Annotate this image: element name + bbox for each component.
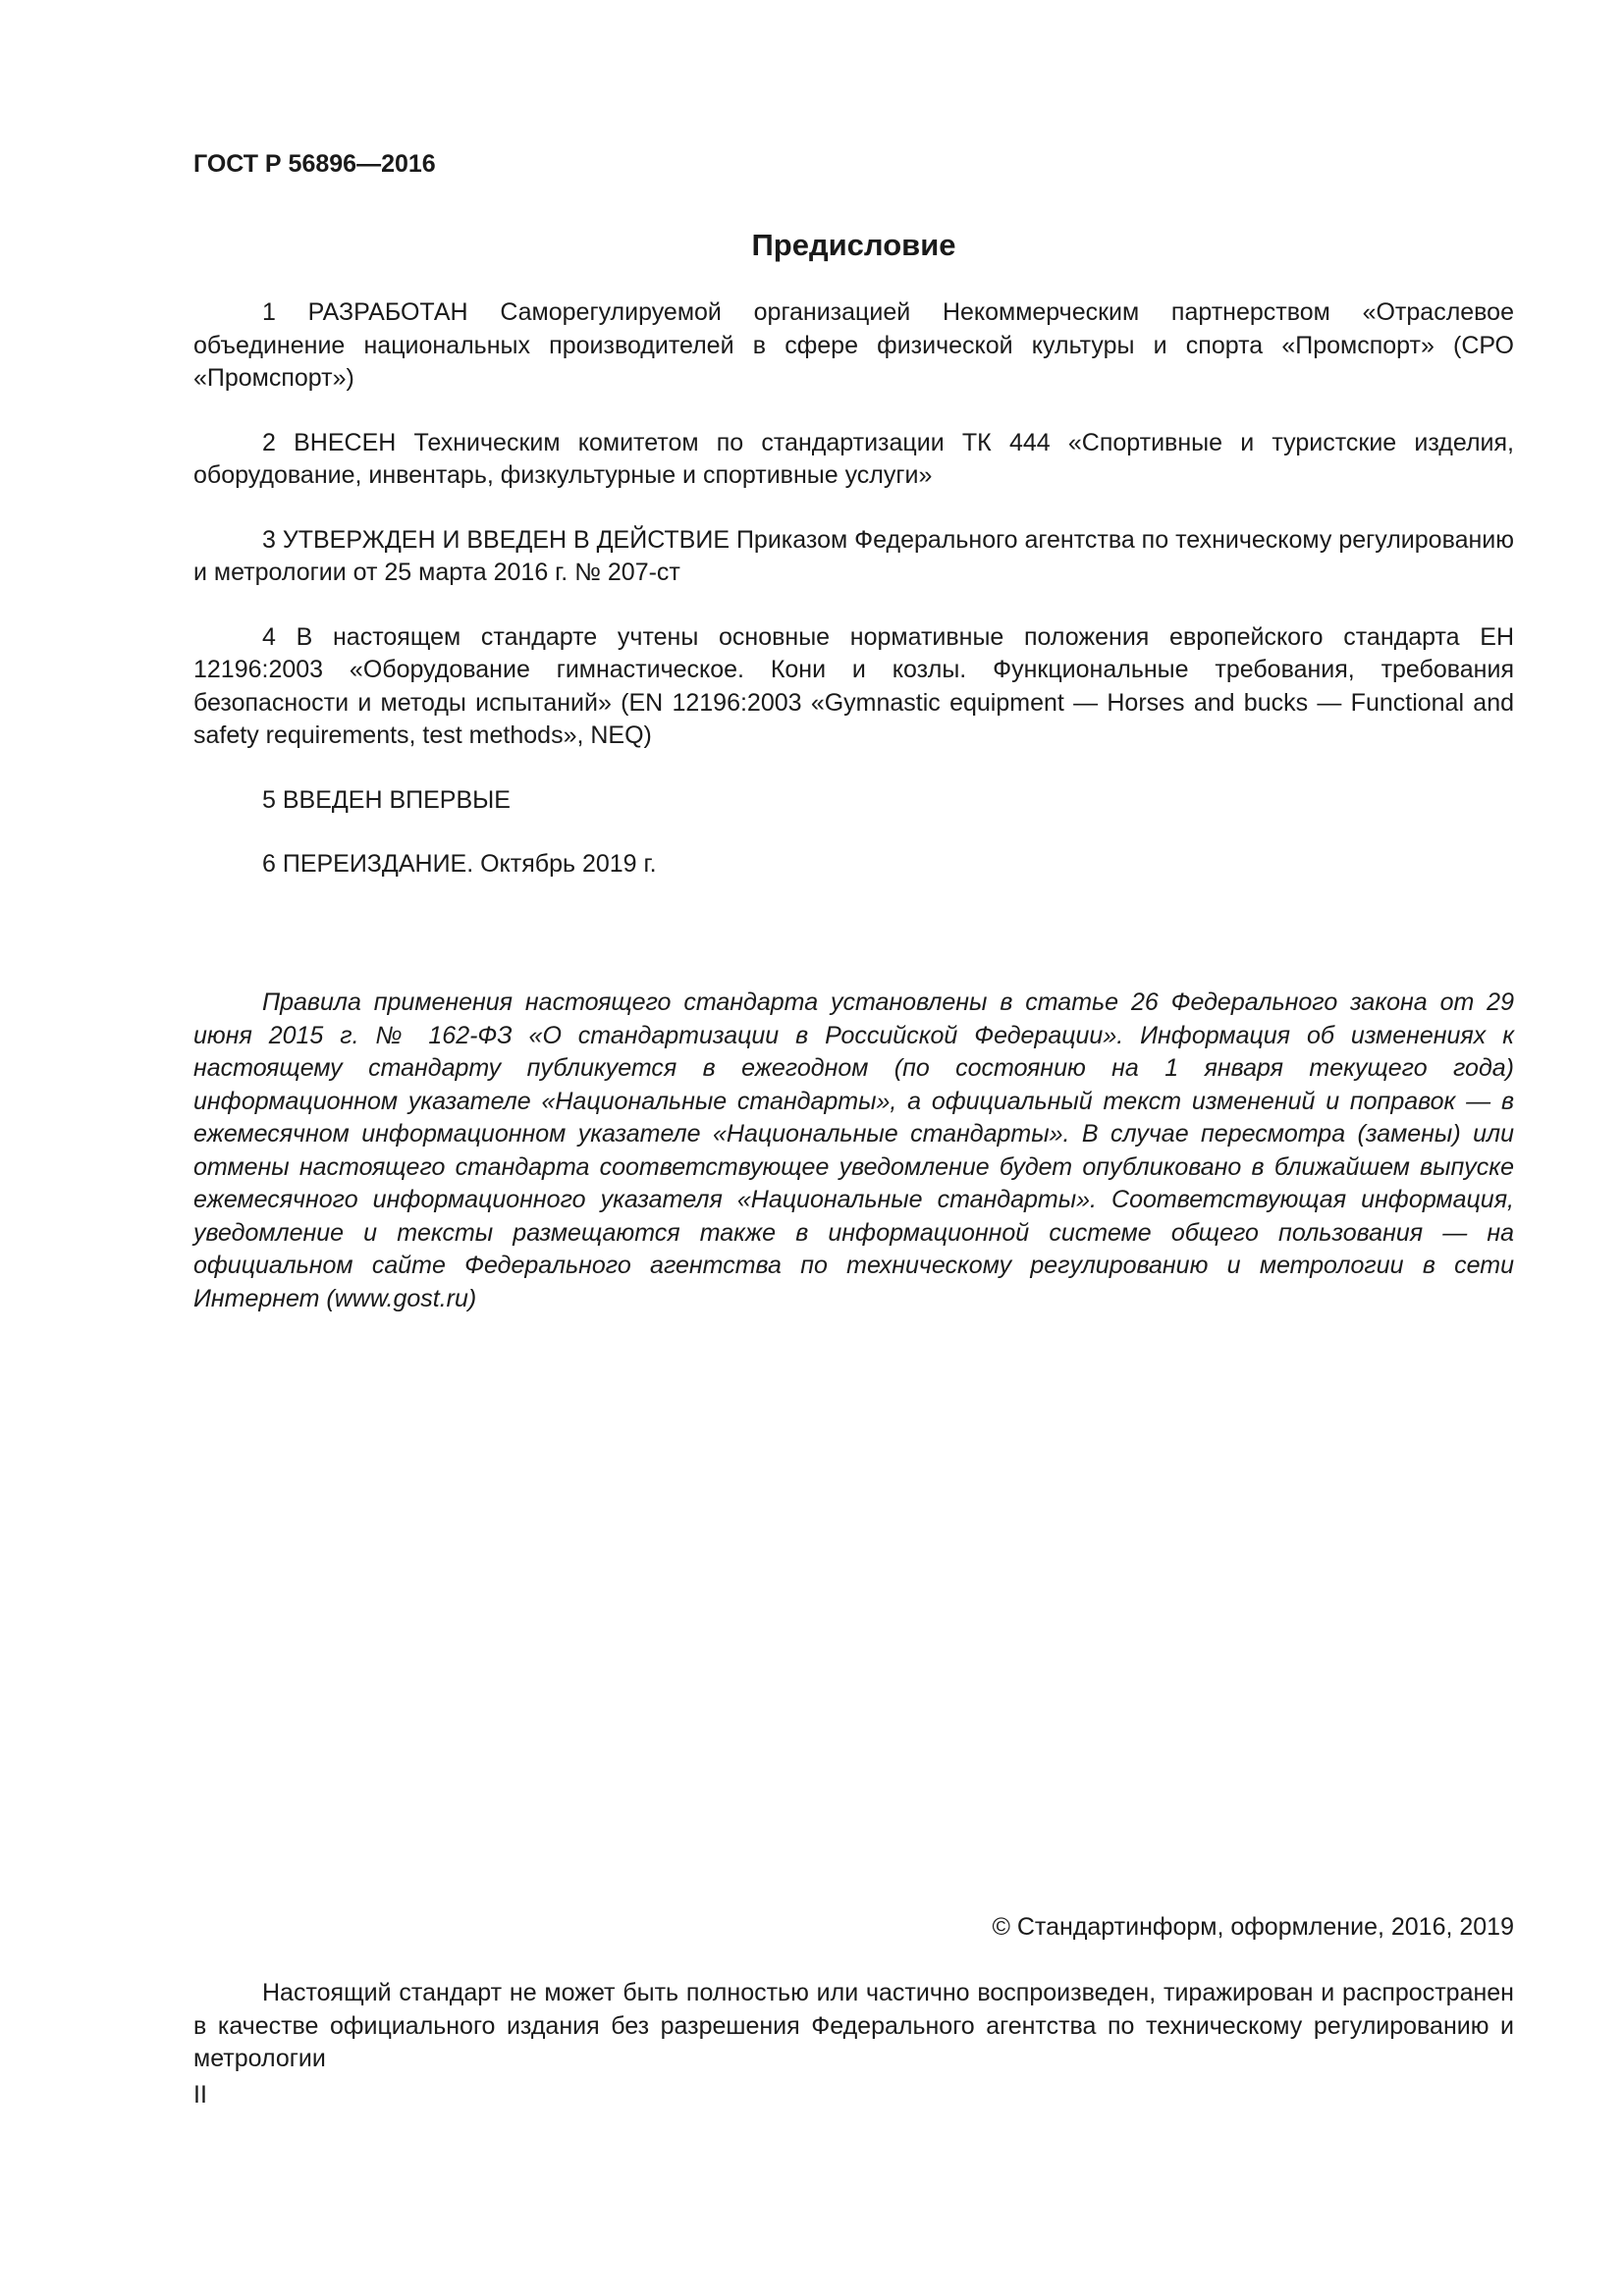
preface-item-approved: 3 УТВЕРЖДЕН И ВВЕДЕН В ДЕЙСТВИЕ Приказом Федерального агентства по техническому регулированию и метрологии от 25 марта 2016 г. № 207-ст [193,525,1514,586]
document-page [193,147,1514,2109]
usage-rules-note: Правила применения настоящего стандарта установлены в статье 26 Федерального закона от 29 июня 2015 г. № 162-ФЗ «О стандартизации в Российской Федерации». Информация об изменениях к настоящему стандарту публикуется в ежегодном (по состоянию на 1 января текущего года) информационном указателе «Национальные стандарты», а официальный текст изменений и поправок — в ежемесячном информационном указателе «Национальные стандарты». В случае пересмотра (замены) или отмены настоящего стандарта соответствующее уведомление будет опубликовано в ближайшем выпуске ежемесячного информационного указателя «Национальные стандарты». Соответствующая информация, уведомление и тексты размещаются также в информационной системе общего пользования — на официальном сайте Федерального агентства по техническому регулированию и метрологии в сети Интернет (www.gost.ru) [193,988,1514,1312]
preface-item-developed: 1 РАЗРАБОТАН Саморегулируемой организацией Некоммерческим партнерством «Отраслевое объединение национальных производителей в сфере физической культуры и спорта «Промспорт» (СРО «Промспорт») [193,298,1514,392]
document-code: ГОСТ Р 56896—2016 [193,150,436,178]
preface-heading: Предисловие [751,228,956,262]
preface-item-first-introduced: 5 ВВЕДЕН ВПЕРВЫЕ [262,785,511,814]
preface-item-reissue: 6 ПЕРЕИЗДАНИЕ. Октябрь 2019 г. [262,850,657,878]
copyright-line: © Стандартинформ, оформление, 2016, 2019 [992,1913,1514,1941]
page-number: II [193,2081,207,2109]
preface-item-european-standard: 4 В настоящем стандарте учтены основные нормативные положения европейского стандарта ЕН 12196:2003 «Оборудование гимнастическое. Кони и козлы. Функциональные требования, требования безопасности и методы испытаний» (EN 12196:2003 «Gymnastic equipment — Horses and bucks — Functional and safety requirements, test methods», NEQ) [193,622,1514,749]
preface-list [193,296,1514,913]
reproduction-notice: Настоящий стандарт не может быть полностью или частично воспроизведен, тиражирован и распространен в качестве официального издания без разрешения Федерального агентства по техническому регулированию и метрологии [193,1979,1514,2072]
preface-item-submitted: 2 ВНЕСЕН Техническим комитетом по стандартизации ТК 444 «Спортивные и туристские изделия, оборудование, инвентарь, физкультурные и спортивные услуги» [193,428,1514,489]
